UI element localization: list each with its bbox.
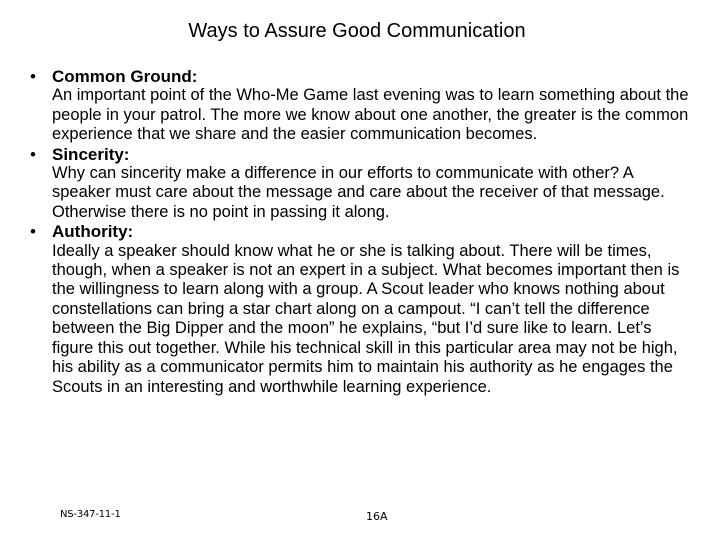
bullet-body: Why can sincerity make a difference in our efforts to communicate with other? A speaker must care about the message and care about the receiver of that message. Otherwise there is no point in passing it along.	[52, 164, 665, 221]
footer-course-code: NS-347-11-1	[60, 509, 121, 520]
bullet-dot-icon: •	[30, 222, 36, 242]
bullet-body: An important point of the Who-Me Game last evening was to learn something about the people in your patrol. The more we know about one another, the greater is the common experience that we share and the easier communication becomes.	[52, 86, 689, 144]
bullet-item-sincerity	[30, 145, 700, 223]
bullet-item-common-ground	[30, 67, 700, 145]
bullet-body: Ideally a speaker should know what he or she is talking about. There will be times, though, when a speaker is not an expert in a subject. What becomes important then is the willingness to learn along with a group. A Scout leader who knows nothing about constellations can bring a star chart along on a campout. “I can’t tell the difference between the Big Dipper and the moon” he explains, “but I’d sure like to learn. Let’s figure this out together. While his technical skill in this particular area may not be high, his ability as a communicator permits him to maintain his authority as he engages the Scouts in an interesting and worthwhile learning experience.	[52, 241, 680, 396]
bullet-heading: Sincerity:	[52, 144, 130, 164]
bullet-item-authority	[30, 222, 700, 397]
slide-title: Ways to Assure Good Communication	[188, 20, 526, 42]
bullet-dot-icon: •	[30, 144, 36, 164]
footer-page-number: 16A	[366, 510, 388, 523]
bullet-heading: Authority:	[52, 222, 134, 242]
bullet-list	[30, 67, 700, 397]
bullet-heading: Common Ground:	[52, 67, 198, 86]
bullet-dot-icon: •	[30, 67, 36, 86]
